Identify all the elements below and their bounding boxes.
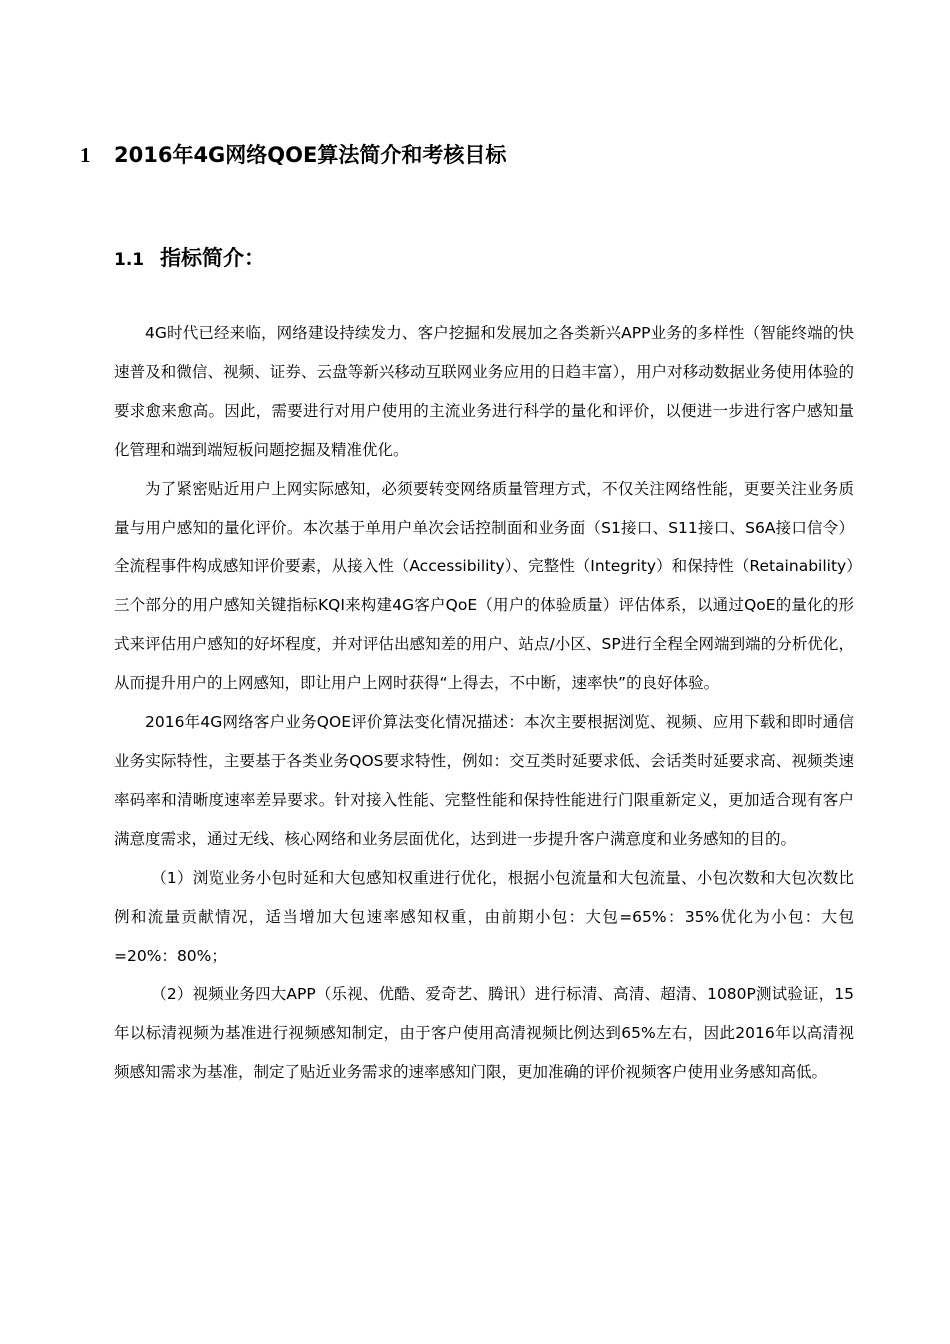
subsection-title: 指标简介：	[160, 246, 265, 270]
paragraph-intro: 4G时代已经来临，网络建设持续发力、客户挖掘和发展加之各类新兴APP业务的多样性（智能终端的快速普及和微信、视频、证券、云盘等新兴移动互联网业务应用的日趋丰富），用户对移动数据业务使用体验的要求愈来愈高。因此，需要进行对用户使用的主流业务进行科学的量化和评价，以便进一步进行客户感知量化管理和端到端短板问题挖掘及精准优化。	[114, 324, 854, 459]
section-number: 1	[80, 143, 91, 167]
paragraph-video: （2）视频业务四大APP（乐视、优酷、爱奇艺、腾讯）进行标清、高清、超清、1080P测试验证，15年以标清视频为基准进行视频感知制定，由于客户使用高清视频比例达到65%左右，因此2016年以高清视频感知需求为基准，制定了贴近业务需求的速率感知门限，更加准确的评价视频客户使用业务感知高低。	[114, 985, 854, 1082]
section-title: 2016年4G网络QOE算法简介和考核目标	[114, 143, 507, 167]
paragraph-browsing: （1）浏览业务小包时延和大包感知权重进行优化，根据小包流量和大包流量、小包次数和大包次数比例和流量贡献情况，适当增加大包速率感知权重，由前期小包：大包=65%：35%优化为小包：大包=20%：80%；	[114, 868, 854, 965]
body-text	[114, 314, 854, 1092]
subsection-heading	[114, 241, 874, 275]
paragraph-perception: 为了紧密贴近用户上网实际感知，必须要转变网络质量管理方式，不仅关注网络性能，更要关注业务质量与用户感知的量化评价。本次基于单用户单次会话控制面和业务面（S1接口、S11接口、S6A接口信令）全流程事件构成感知评价要素，从接入性（Accessibility）、完整性（Integrity）和保持性（Retainability）三个部分的用户感知关键指标KQI来构建4G客户QoE（用户的体验质量）评估体系，以通过QoE的量化的形式来评估用户感知的好坏程度，并对评估出感知差的用户、站点/小区、SP进行全程全网端到端的分析优化，从而提升用户的上网感知，即让用户上网时获得“上得去，不中断，速率快”的良好体验。	[114, 479, 854, 693]
paragraph-algorithm-changes: 2016年4G网络客户业务QOE评价算法变化情况描述：本次主要根据浏览、视频、应用下载和即时通信业务实际特性，主要基于各类业务QOS要求特性，例如：交互类时延要求低、会话类时延要求高、视频类速率码率和清晰度速率差异要求。针对接入性能、完整性能和保持性能进行门限重新定义，更加适合现有客户满意度需求，通过无线、核心网络和业务层面优化，达到进一步提升客户满意度和业务感知的目的。	[114, 713, 854, 848]
subsection-number: 1.1	[114, 250, 145, 270]
section-heading	[80, 138, 880, 172]
